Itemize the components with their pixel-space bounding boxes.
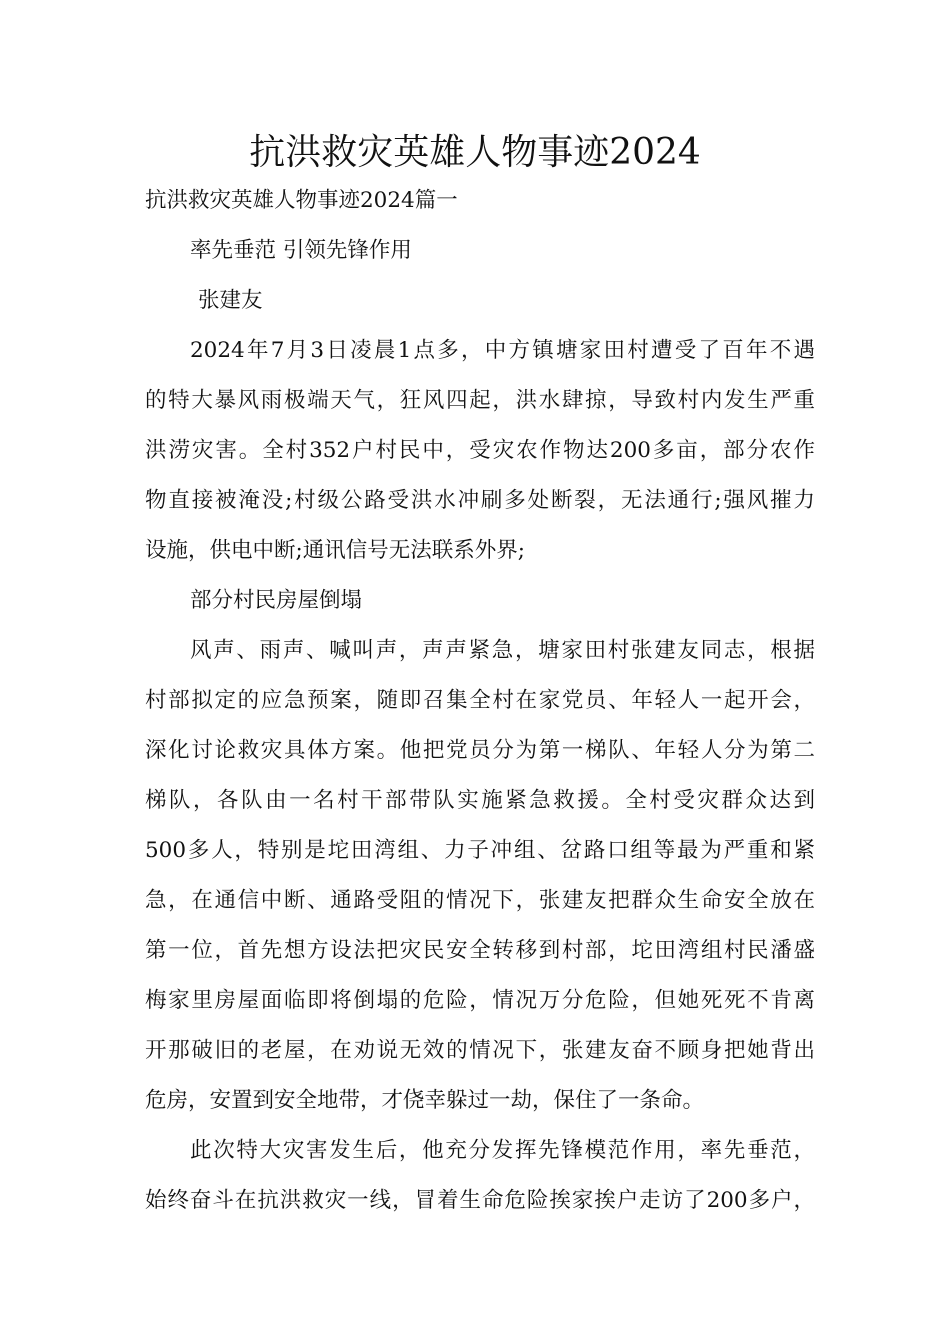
body-line: 村部拟定的应急预案，随即召集全村在家党员、年轻人一起开会， xyxy=(145,688,815,713)
body-line: 危房，安置到安全地带，才侥幸躲过一劫，保住了一条命。 xyxy=(145,1088,705,1113)
body-line: 的特大暴风雨极端天气，狂风四起，洪水肆掠，导致村内发生严重 xyxy=(145,388,815,413)
body-line: 此次特大灾害发生后，他充分发挥先锋模范作用，率先垂范， xyxy=(190,1138,815,1163)
body-line: 始终奋斗在抗洪救灾一线，冒着生命危险挨家挨户走访了200多户， xyxy=(145,1188,815,1213)
body-line: 急，在通信中断、通路受阻的情况下，张建友把群众生命安全放在 xyxy=(145,888,815,913)
subtitle: 率先垂范 引领先锋作用 xyxy=(190,238,412,263)
body-line: 洪涝灾害。全村352户村民中，受灾农作物达200多亩，部分农作 xyxy=(145,438,815,463)
body-line: 开那破旧的老屋，在劝说无效的情况下，张建友奋不顾身把她背出 xyxy=(145,1038,815,1063)
body-line: 梯队，各队由一名村干部带队实施紧急救援。全村受灾群众达到 xyxy=(145,788,815,813)
author-name: 张建友 xyxy=(198,288,263,313)
body-line: 第一位，首先想方设法把灾民安全转移到村部，坨田湾组村民潘盛 xyxy=(145,938,815,963)
page-title: 抗洪救灾英雄人物事迹2024 xyxy=(249,132,701,173)
body-line: 设施，供电中断;通讯信号无法联系外界; xyxy=(145,538,525,563)
body-line: 物直接被淹没;村级公路受洪水冲刷多处断裂，无法通行;强风摧力 xyxy=(145,488,815,513)
body-line: 深化讨论救灾具体方案。他把党员分为第一梯队、年轻人分为第二 xyxy=(145,738,815,763)
body-line: 风声、雨声、喊叫声，声声紧急，塘家田村张建友同志，根据 xyxy=(190,638,815,663)
section-heading: 抗洪救灾英雄人物事迹2024篇一 xyxy=(145,188,458,213)
body-line: 梅家里房屋面临即将倒塌的危险，情况万分危险，但她死死不肯离 xyxy=(145,988,815,1013)
body-line: 部分村民房屋倒塌 xyxy=(190,588,363,613)
body-line: 500多人，特别是坨田湾组、力子冲组、岔路口组等最为严重和紧 xyxy=(145,838,815,863)
body-line: 2024年7月3日凌晨1点多，中方镇塘家田村遭受了百年不遇 xyxy=(190,338,815,363)
